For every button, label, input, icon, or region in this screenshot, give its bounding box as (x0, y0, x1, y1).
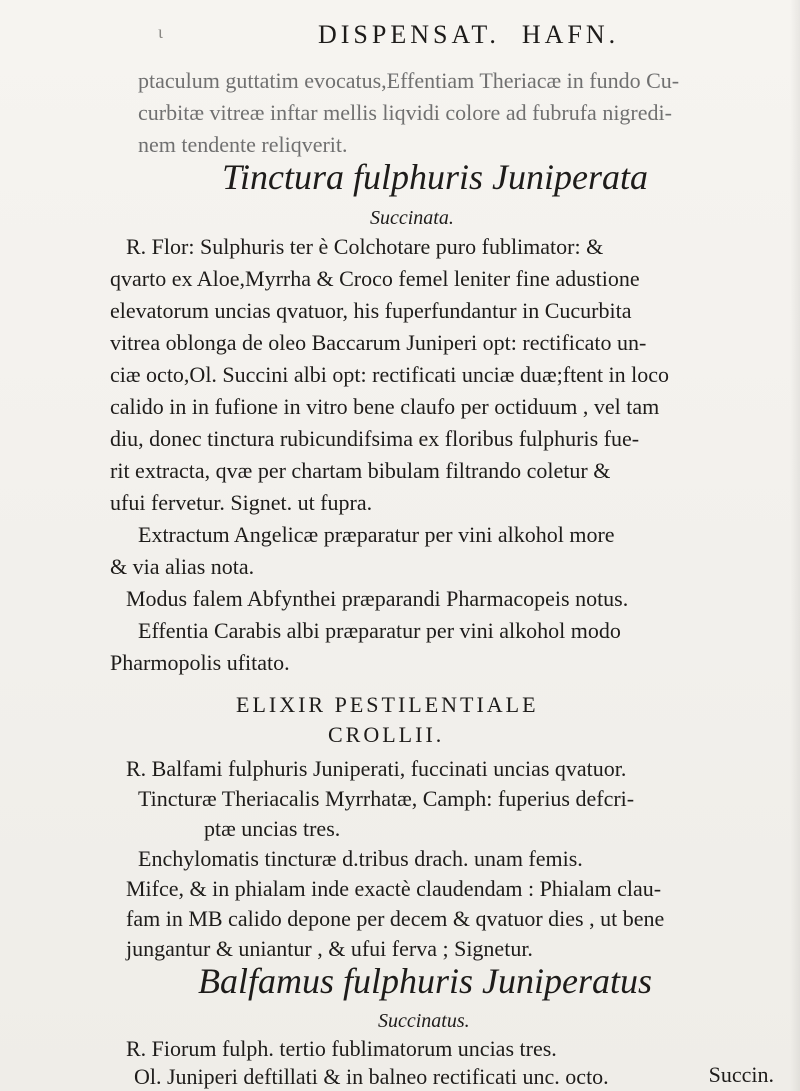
text-line: qvarto ex Aloe,Myrrha & Croco femel leniter fine adustione (110, 266, 640, 291)
text-line: ptæ uncias tres. (204, 816, 341, 841)
running-header (158, 20, 798, 50)
text-line: Pharmopolis ufitato. (110, 650, 290, 675)
text-line: R. Balfami fulphuris Juniperati, fuccinati uncias qvatuor. (126, 756, 627, 781)
section-subtitle: Succinatus. (378, 1010, 470, 1032)
section-subtitle: Succinata. (370, 207, 454, 229)
section-title-crollii: CROLLII. (328, 722, 445, 747)
header-left: DISPENSAT. (318, 20, 500, 49)
header-margin-mark: ι (158, 22, 163, 42)
text-line: R. Fiorum fulph. tertio fublimatorum uncias tres. (126, 1036, 557, 1061)
text-line: Effentia Carabis albi præparatur per vini alkohol modo (138, 618, 621, 643)
text-line: ptaculum guttatim evocatus,Effentiam Theriacæ in fundo Cu- (138, 68, 680, 93)
text-line: Extractum Angelicæ præparatur per vini alkohol more (138, 522, 615, 547)
text-line: Tincturæ Theriacalis Myrrhatæ, Camph: fuperius defcri- (138, 786, 635, 811)
text-line: Modus falem Abfynthei præparandi Pharmacopeis notus. (126, 586, 629, 611)
section-title-elixir: ELIXIR PESTILENTIALE (236, 692, 539, 717)
section-title-balsamus: Balfamus fulphuris Juniperatus (198, 961, 653, 1001)
text-line: vitrea oblonga de oleo Baccarum Juniperi opt: rectificato un- (110, 330, 647, 355)
catchword: Succin. (708, 1062, 774, 1087)
text-line: rit extracta, qvæ per chartam bibulam filtrando coletur & (110, 458, 611, 483)
text-line: curbitæ vitreæ inftar mellis liqvidi colore ad fubrufa nigredi- (138, 100, 672, 125)
text-line: ciæ octo,Ol. Succini albi opt: rectificati unciæ duæ;ftent in loco (110, 362, 670, 387)
text-line: Ol. Juniperi deftillati & in balneo rectificati unc. octo. (134, 1064, 609, 1089)
text-line: nem tendente reliqverit. (138, 132, 348, 157)
text-line: & via alias nota. (110, 554, 255, 579)
text-line: ufui fervetur. Signet. ut fupra. (110, 490, 373, 515)
text-line: R. Flor: Sulphuris ter è Colchotare puro fublimator: & (126, 234, 604, 259)
text-line: Mifce, & in phialam inde exactè claudendam : Phialam clau- (126, 876, 662, 901)
text-line: diu, donec tinctura rubicundifsima ex floribus fulphuris fue- (110, 426, 640, 451)
text-line: calido in in fufione in vitro bene claufo per octiduum , vel tam (110, 394, 660, 419)
text-line: Enchylomatis tincturæ d.tribus drach. unam femis. (138, 846, 583, 871)
text-line: fam in MB calido depone per decem & qvatuor dies , ut bene (126, 906, 665, 931)
section-title-tinctura: Tinctura fulphuris Juniperata (222, 157, 649, 197)
text-line: elevatorum uncias qvatuor, his fuperfundantur in Cucurbita (110, 298, 632, 323)
header-right: HAFN. (521, 20, 620, 49)
text-line: jungantur & uniantur , & ufui ferva ; Signetur. (126, 936, 533, 961)
